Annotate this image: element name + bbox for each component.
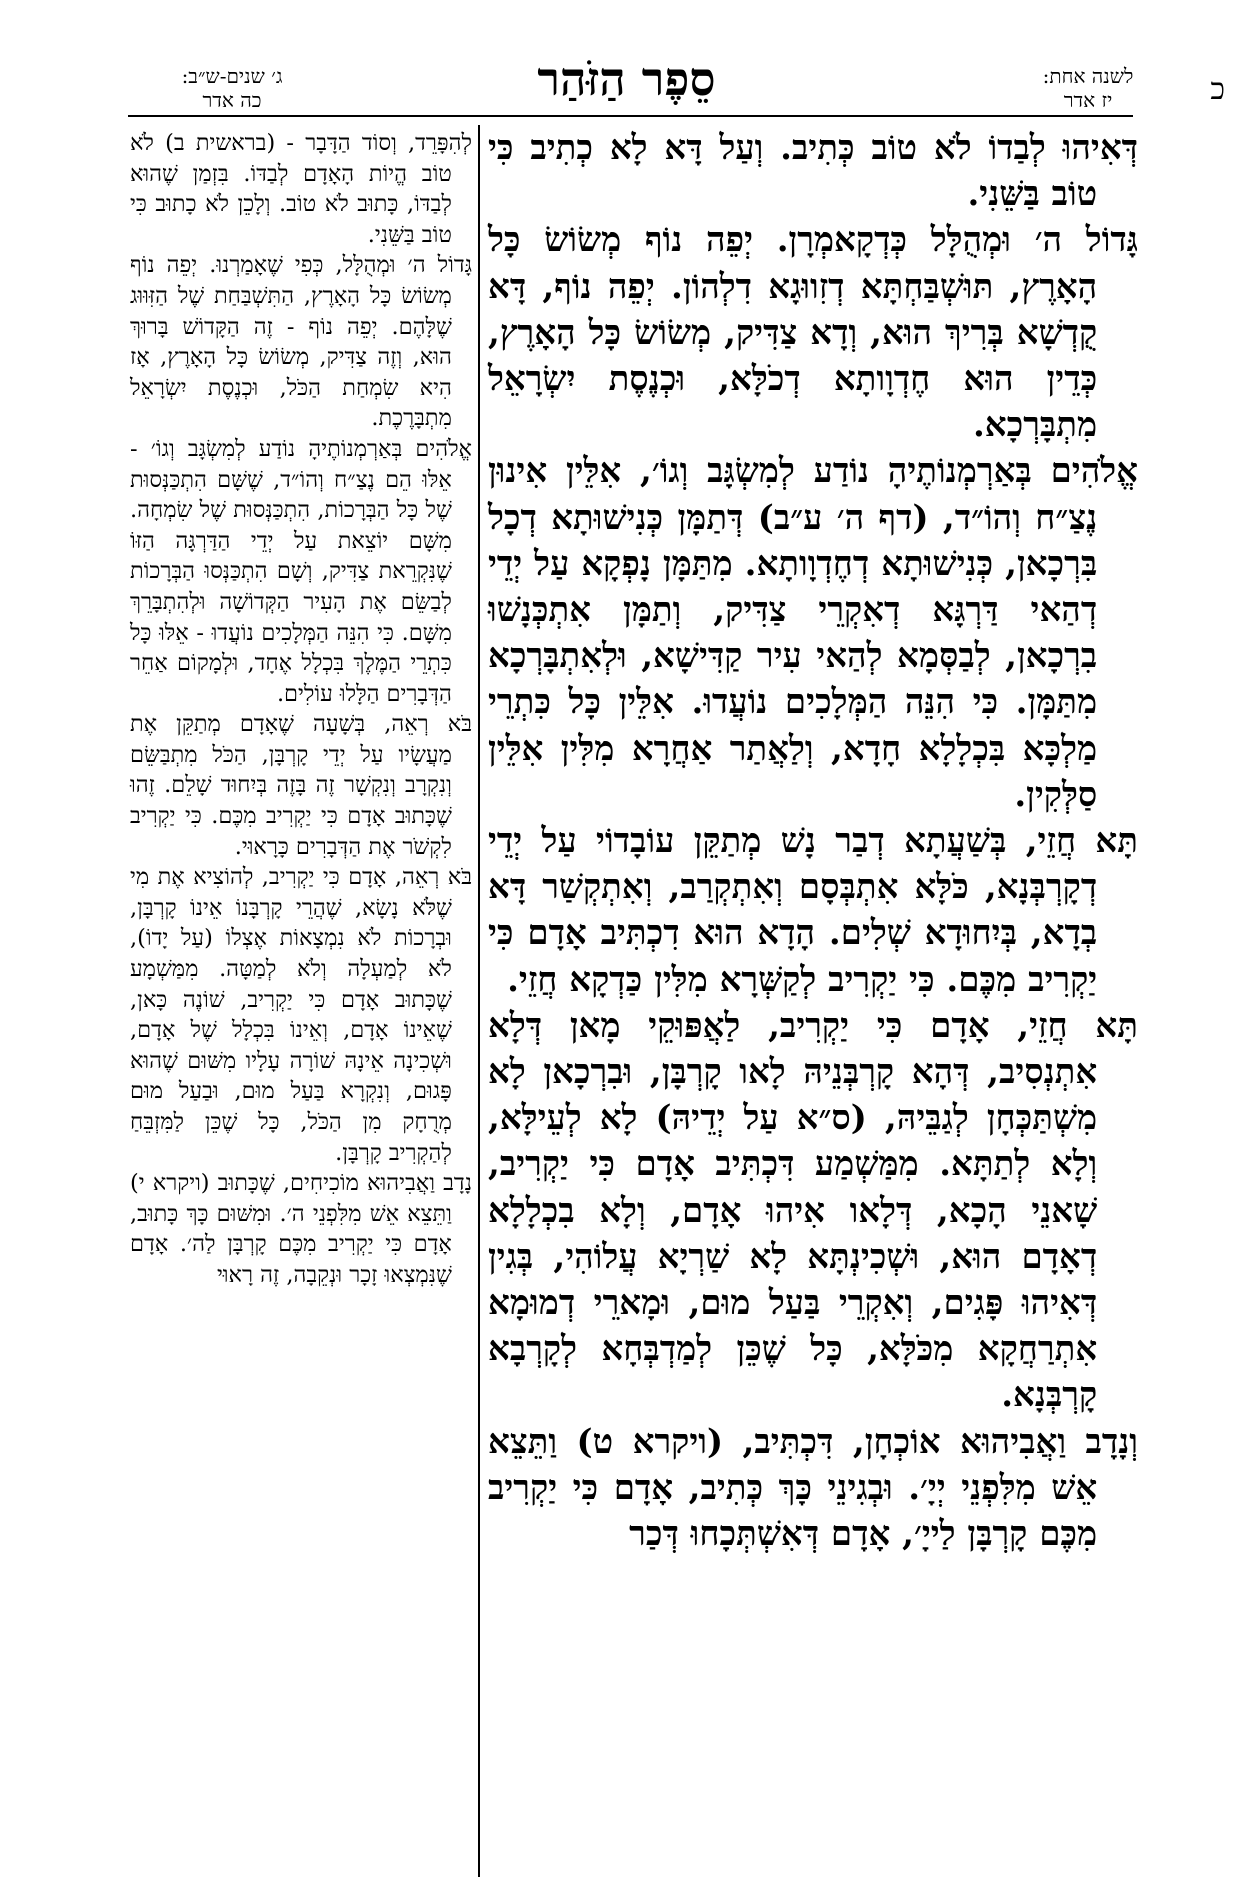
main-paragraph: אֱלֹהִים בְּאַרְמְנוֹתֶיהָ נוֹדַע לְמִשְׂגָּב וְגוֹ׳, אִלֵּין אִינוּן נֶצַ״ח וְהוֹ״ד, (דף ה׳ ע״ב) דְּתַמָּן כְּנִישׁוּתָא דְכָל בִּרְכָאן, כְּנִישׁוּתָא דְחֶדְוָותָא. מִתַּמָּן נָפְקָא עַל יְדֵי דְהַאי דַּרְגָּא דְאִקְרֵי צַדִּיק, וְתַמָּן אִתְכְּנָשׁוּ בִרְכָאן, לְבַסְּמָא לְהַאי עִיר קַדִּישָׁא, וּלְאִתְבָּרְכָא מִתַּמָּן. כִּי הִנֵּה הַמְּלָכִים נוֹעֲדוּ. אִלֵּין כָּל כִּתְרֵי מַלְכָּא בִּכְלָלָא חָדָא, וְלַאֲתַר אַחֲרָא מִלִּין אִלֵּין סַלְּקִין. xyxy=(488,451,1138,815)
schedule-date: כה אדר xyxy=(202,88,262,112)
translation-paragraph: אֱלֹהִים בְּאַרְמְנוֹתֶיהָ נוֹדַע לְמִשְׂגָּב וְגוֹ׳ - אֵלּוּ הֵם נֶצַ״ח וְהוֹ״ד, שֶׁשָּׁם הִתְכַּנְּסוּת שֶׁל כָּל הַבְּרָכוֹת, הִתְכַּנְּסוּת שֶׁל שִׂמְחָה. מִשָּׁם יוֹצֵאת עַל יְדֵי הַדַּרְגָּה הַזּוֹ שֶׁנִּקְרֵאת צַדִּיק, וְשָׁם הִתְכַּנְּסוּ הַבְּרָכוֹת לְבַשֵּׂם אֶת הָעִיר הַקְּדוֹשָׁה וּלְהִתְבָּרֵךְ מִשָּׁם. כִּי הִנֵּה הַמְּלָכִים נוֹעֲדוּ - אֵלּוּ כָּל כִּתְרֵי הַמֶּלֶךְ בִּכְלָל אֶחָד, וּלְמָקוֹם אַחֵר הַדְּבָרִים הַלָּלוּ עוֹלִים. xyxy=(130,435,472,707)
page-number: כ xyxy=(1210,72,1225,107)
translation-paragraph: נָדָב וַאֲבִיהוּא מוֹכִיחִים, שֶׁכָּתוּב (ויקרא י) וַתֵּצֵא אֵשׁ מִלִּפְנֵי ה׳. וּמִשּׁוּם כָּךְ כָּתוּב, אָדָם כִּי יַקְרִיב מִכֶּם קָרְבָּן לַה׳. אָדָם שֶׁנִּמְצְאוּ זָכָר וּנְקֵבָה, זֶה רָאוּי xyxy=(130,1170,472,1288)
aramaic-text-column xyxy=(488,125,1138,1880)
main-paragraph: תָּא חֲזֵי, בְּשַׁעֲתָא דְבַר נָשׁ מְתַקֵּן עוֹבָדוֹי עַל יְדֵי דְקָרְבְּנָא, כֹּלָּא אִתְבְּסָם וְאִתְקְרַב, וְאִתְקְשַׁר דָּא בְדָא, בְּיִחוּדָא שְׁלִים. הָדָא הוּא דִכְתִּיב אָדָם כִּי יַקְרִיב מִכֶּם. כִּי יַקְרִיב לְקַשְּׁרָא מִלִּין כַּדְקָא חֲזֵי. xyxy=(488,821,1138,1000)
translation-paragraph: בֹּא רְאֵה, בְּשָׁעָה שֶׁאָדָם מְתַקֵּן אֶת מַעֲשָׂיו עַל יְדֵי קָרְבָּן, הַכֹּל מִתְבַּשֵּׂם וְנִקְרָב וְנִקְשָׁר זֶה בָּזֶה בְּיִחוּד שָׁלֵם. זֶהוּ שֶׁכָּתוּב אָדָם כִּי יַקְרִיב מִכֶּם. כִּי יַקְרִיב לִקְשֹׁר אֶת הַדְּבָרִים כָּרָאוּי. xyxy=(130,711,472,860)
header-rule xyxy=(128,115,1133,117)
schedule-label: לשנה אחת: xyxy=(1042,64,1134,88)
book-title: סֵפֶר הַזֹּהַר xyxy=(537,52,716,106)
translation-paragraph: לְהִפָּרֵד, וְסוֹד הַדָּבָר - (בראשית ב) לֹא טוֹב הֱיוֹת הָאָדָם לְבַדּוֹ. בִּזְמַן שֶׁהוּא לְבַדּוֹ, כָּתוּב לֹא טוֹב. וְלָכֵן לֹא כָתוּב כִּי טוֹב בַּשֵּׁנִי. xyxy=(130,130,472,248)
main-paragraph: וְנָדָב וַאֲבִיהוּא אוֹכְחָן, דִּכְתִּיב, (ויקרא ט) וַתֵּצֵא אֵשׁ מִלִּפְנֵי יְיָ׳. וּבְגִינֵי כָּךְ כְּתִיב, אָדָם כִּי יַקְרִיב מִכֶּם קָרְבָּן לַייָ׳, אָדָם דְּאִשְׁתְּכָחוּ דְּכַר xyxy=(488,1421,1138,1555)
schedule-label: ג׳ שנים-ש״ב: xyxy=(181,64,283,88)
page-header xyxy=(0,0,1253,120)
main-paragraph: דְּאִיהוּ לְבַדוֹ לֹא טוֹב כְּתִיב. וְעַל דָּא לָא כְתִיב כִּי טוֹב בַּשֵּׁנִי. xyxy=(488,128,1138,215)
study-schedule-three-years xyxy=(132,64,332,112)
translation-paragraph: גָּדוֹל ה׳ וּמְהֻלָּל, כְּפִי שֶׁאָמַרְנוּ. יְפֵה נוֹף מְשׂוֹשׂ כָּל הָאָרֶץ, הַתִּשְׁבַּחַת שֶׁל הַזִּוּוּג שֶׁלָּהֶם. יְפֵה נוֹף - זֶה הַקָּדוֹשׁ בָּרוּךְ הוּא, וְזֶה צַדִּיק, מְשׂוֹשׂ כָּל הָאָרֶץ, אָז הִיא שִׂמְחַת הַכֹּל, וּכְנֶסֶת יִשְׂרָאֵל מִתְבָּרֶכֶת. xyxy=(130,252,472,432)
schedule-date: יז אדר xyxy=(1063,88,1113,112)
hebrew-translation-column xyxy=(130,128,472,1880)
main-paragraph: תָּא חֲזֵי, אָדָם כִּי יַקְרִיב, לַאֲפּוּקֵי מָאן דְּלָא אִתְנְסִיב, דְּהָא קָרְבְּנֵיהּ לָאו קָרְבָּן, וּבִרְכָאן לָא מִשְׁתַּכְּחָן לְגַבֵּיהּ, (ס״א עַל יְדֵיהּ) לָא לְעֵילָּא, וְלָא לְתַתָּא. מִמַּשְׁמַע דִּכְתִּיב אָדָם כִּי יַקְרִיב, שָׁאנֵי הָכָא, דְּלָאו אִיהוּ אָדָם, וְלָא בִכְלָלָא דְאָדָם הוּא, וּשְׁכִינְתָּא לָא שַׁרְיָא עֲלוֹהִי, בְּגִין דְּאִיהוּ פָּגִים, וְאִקְרֵי בַּעַל מוּם, וּמָארֵי דְמוּמָא אִתְרַחֲקָא מִכֹּלָּא, כָּל שֶׁכֵּן לְמַדְבְּחָא לְקָרְבָא קָרְבְּנָא. xyxy=(488,1005,1138,1416)
main-paragraph: גָּדוֹל ה׳ וּמְהֻלָּל כְּדְקָאמְרָן. יְפֵה נוֹף מְשׂוֹשׂ כָּל הָאָרֶץ, תּוּשְׁבַּחְתָּא דְזִווּגָא דִלְהוֹן. יְפֵה נוֹף, דָּא קֻדְשָׁא בְּרִיךְ הוּא, וְדָא צַדִּיק, מְשׂוֹשׂ כָּל הָאָרֶץ, כְּדֵין הוּא חֶדְוָותָא דְכֹלָּא, וּכְנֶסֶת יִשְׂרָאֵל מִתְבָּרְכָא. xyxy=(488,220,1138,446)
column-divider xyxy=(478,125,480,1877)
translation-paragraph: בֹּא רְאֵה, אָדָם כִּי יַקְרִיב, לְהוֹצִיא אֶת מִי שֶׁלֹּא נָשָׂא, שֶׁהֲרֵי קָרְבָּנוֹ אֵינוֹ קָרְבָּן, וּבְרָכוֹת לֹא נִמְצָאוֹת אֶצְלוֹ (עַל יָדוֹ), לֹא לְמַעְלָה וְלֹא לְמַטָּה. מִמַּשְׁמָע שֶׁכָּתוּב אָדָם כִּי יַקְרִיב, שׁוֹנֶה כָּאן, שֶׁאֵינוֹ אָדָם, וְאֵינוֹ בִּכְלָל שֶׁל אָדָם, וּשְׁכִינָה אֵינָהּ שׁוֹרָה עָלָיו מִשּׁוּם שֶׁהוּא פָּגוּם, וְנִקְרָא בַּעַל מוּם, וּבַעַל מוּם מְרֻחָק מִן הַכֹּל, כָּל שֶׁכֵּן לַמִּזְבֵּחַ לְהַקְרִיב קָרְבָּן. xyxy=(130,864,472,1166)
